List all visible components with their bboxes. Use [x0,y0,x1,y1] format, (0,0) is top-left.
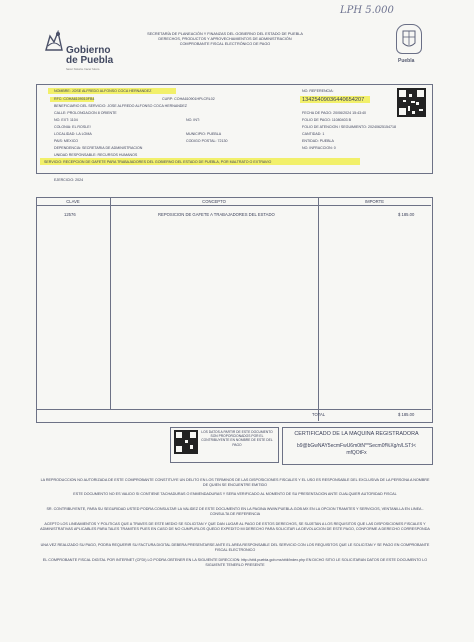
field-no-ext: NO. EXT: 1104 [54,118,78,122]
handwritten-note: LPH 5.000 [340,5,394,16]
total-value: $ 185.00 [398,412,415,417]
field-fecha-pago: FECHA DE PAGO: 20/06/2024 15:43:40 [302,111,367,115]
puebla-logo-icon [44,30,64,52]
field-unidad: UNIDAD RESPONSABLE: RECURSOS HUMANOS [54,153,138,157]
field-folio-pago: FOLIO DE PAGO: 11080403 B [302,118,352,122]
field-no-int: NO. INT: [186,118,200,122]
field-entidad: ENTIDAD: PUEBLA [302,139,334,143]
field-curp: CURP: COHA610901HPLCRL02 [162,97,215,101]
state-seal-icon [396,24,422,54]
column-header-concepto: CONCEPTO [202,199,226,204]
field-nombre: NOMBRE: JOSE ALFREDO ALFONSO COCA HERNANDEZ [54,89,152,93]
document-header [110,32,340,47]
logo-title-line1: Gobierno [66,45,111,56]
column-header-clave: CLAVE [66,199,80,204]
field-cantidad: CANTIDAD: 1 [302,132,325,136]
field-servicio: SERVICIO: RECEPCION DE GAFETE PARA TRABAJADORES DEL GOBIERNO DEL ESTADO DE PUEBLA, POR MALTRATO O EXTRAVIO [44,160,272,164]
column-header-importe: IMPORTE [364,199,384,204]
legal-paragraph-3: SR. CONTRIBUYENTE, PARA SU SEGURIDAD USTED PODRA CONSULTAR LA VALIDEZ DE ESTE DOCUMENTO EN LA PAGINA WWW.PUEBLA.GOB.MX EN LA OPCION TRAMITES Y SERVICIOS, VENTANILLA EN LINEA - CONSULTA DE REFERENCIA [46,507,424,516]
header-line-2: DERECHOS, PRODUCTOS Y APROVECHAMIENTOS DE ADMINISTRACIÓN [158,37,292,41]
header-line-1: SECRETARÍA DE PLANEACIÓN Y FINANZAS DEL GOBIERNO DEL ESTADO DE PUEBLA [147,32,303,36]
certificate-line-1: b9@bGwNAY5ecmFwU6m0tN**Secm0f%Xg/n/LST:l< [296,443,417,449]
logo-slogan: hacer historia. hacer futuro. [66,67,101,71]
field-no-infraccion: NO. INFRACCION: 0 [302,146,336,150]
field-beneficiario: BENEFICIARIO DEL SERVICIO: JOSE ALFREDO ALFONSO COCA HERNANDEZ [54,104,187,108]
field-ejercicio: EJERCICIO: 2024 [54,178,84,182]
legal-paragraph-1: LA REPRODUCCION NO AUTORIZADA DE ESTE COMPROBANTE CONSTITUYE UN DELITO EN LOS TERMINOS DE LAS DISPOSICIONES FISCALES Y EL USO ES RESPONSABLE DEL EXCLUSIVA DE LA PERSONA A NOMBRE DE QUIEN SE ENCUENTRE EMITIDO [40,478,430,487]
header-line-3: COMPROBANTE FISCAL ELECTRÓNICO DE PAGO [179,42,271,46]
qr-code-icon [397,88,426,117]
validation-qr-icon [174,430,198,454]
field-dependencia: DEPENDENCIA: SECRETARIA DE ADMINISTRACION [54,146,143,150]
validation-stamp-text: LOS DATOS A PARTIR DE ESTE DOCUMENTO SON PROPORCIONADOS POR EL CONTRIBUYENTE EN NOMBRE DE ESTE DEL PAGO [201,430,273,447]
items-table [36,197,433,423]
field-municipio: MUNICIPIO: PUEBLA [186,132,222,136]
total-label: TOTAL [312,412,326,417]
field-pais: PAIS: MEXICO [54,139,79,143]
field-no-referencia-value: 13425409036440654207 [302,97,365,103]
row-importe: $ 185.00 [398,212,415,217]
logo-title-line2: de Puebla [66,55,114,66]
certificate-title: CERTIFICADO DE LA MAQUINA REGISTRADORA [294,431,419,437]
field-folio-atencion: FOLIO DE ATENCION / SEGUIMIENTO: 20240625154718 [302,125,396,129]
certificate-line-2: mfQOtFx [346,450,367,456]
field-no-referencia-label: NO. REFERENCIA: [302,89,334,93]
row-clave: 12576 [64,212,76,217]
field-codigo-postal: CODIGO POSTAL: 72130 [186,139,228,143]
row-concepto: REPOSICION DE GAFETE A TRABAJADORES DEL ESTADO [158,212,275,217]
field-localidad: LOCALIDAD: LA LOMA [54,132,92,136]
field-rfc: RFC: COHA6109010FB4 [54,97,95,101]
legal-paragraph-4: ACEPTO LOS LINEAMIENTOS Y POLITICAS QUE A TRAVES DE ESTE MEDIO SE SOLICITAN Y QUE DAN LUGAR AL PAGO DE ESTOS DERECHOS, SE SUJETAN A LOS REQUISITOS QUE LAS DISPOSICIONES FISCALES Y ADMINISTRATIVAS APLICABLES PARA TALES TRAMITES PUES EN CASO DE NO CUMPLIRLOS QUEDO EXPEDITO MI DERECHO PARA SOLICITAR LA DEVOLUCION DE ESTE PAGO, CONFORME A DERECHO CORRESPONDA [40,522,430,531]
legal-paragraph-6: EL COMPROBANTE FISCAL DIGITAL POR INTERNET (CFDI) LO PODRA OBTENER EN LA SIGUIENTE DIRECCION: http://cfdi.puebla.gob.mx/cfdi/index.php EN DICHO SITIO LE SOLICITARAN DATOS DE ESTE DOCUMENTO LO SIGUIENTE TENERLO PRESENTE [42,558,428,567]
legal-paragraph-5: UNA VEZ REALIZADO SU PAGO, PODRA REQUERIR SU FACTURA DIGITAL DEBERA PRESENTARSE ANTE EL AREA RESPONSABLE DEL SERVICIO CON LOS REQUISITOS QUE LE SOLICITAN Y SE PAGO EN COMPROBANTE FISCAL ELECTRONICO [40,543,430,552]
legal-paragraph-2: ESTE DOCUMENTO NO ES VALIDO SI CONTIENE TACHADURAS O ENMENDADURAS Y SERA VERIFICADO AL MOMENTO DE SU PRESENTACION ANTE CUALQUIER AUTORIDAD FISCAL [73,492,397,496]
field-calle: CALLE: PROLONGACION 8 ORIENTE [54,111,117,115]
field-colonia: COLONIA: EL ROSLE! [54,125,91,129]
seal-label: Puebla [398,58,415,64]
